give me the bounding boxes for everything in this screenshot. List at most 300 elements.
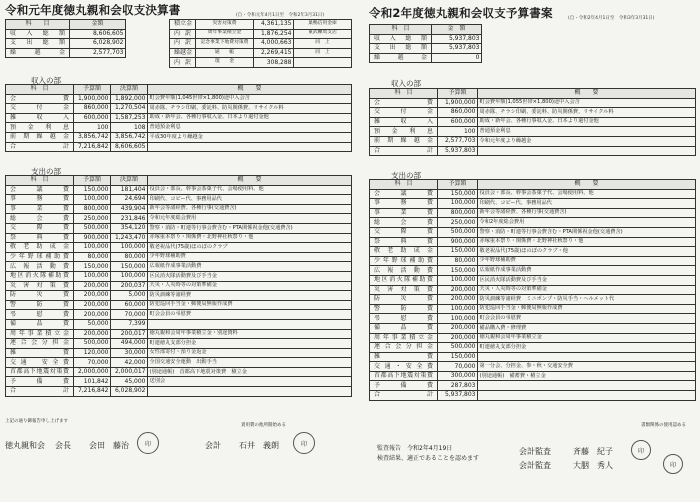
column-header: 科 目 <box>370 25 432 35</box>
column-header: 予算額 <box>438 89 478 99</box>
table-cell: 全国交通安全運動 出動手当 <box>148 358 352 368</box>
table-row <box>6 271 352 281</box>
table-cell: 交際費 <box>370 227 438 237</box>
table-cell: 周赤隊、チラシ印刷、委託料、防災関係費、リサイクル料 <box>478 108 696 118</box>
income-section-label: 収入の部 <box>31 76 61 85</box>
table-cell: 2,577,703 <box>438 136 478 146</box>
left-expense-header-row <box>6 176 352 186</box>
table-row <box>6 310 352 320</box>
table-row <box>370 314 696 324</box>
table-cell: 首都高下地震対策費 <box>370 371 438 381</box>
column-header: 決算額 <box>111 85 148 95</box>
table-cell: 150,000 <box>111 262 148 272</box>
table-cell: 308,288 <box>254 58 294 68</box>
table-cell: 120,000 <box>74 348 111 358</box>
table-cell: 1,876,254 <box>254 29 294 39</box>
table-cell: 令和元年度総会費用 <box>148 214 352 224</box>
table-cell: 備品費 <box>6 319 74 329</box>
table-row <box>370 275 696 285</box>
table-row <box>370 146 696 156</box>
column-header: 決算額 <box>111 176 148 186</box>
table-cell: 150,000 <box>74 185 111 195</box>
table-cell: 3,856,742 <box>74 132 111 142</box>
table-cell: 周年事業積立金 <box>196 29 254 39</box>
table-cell: 広報活動費 <box>6 262 74 272</box>
table-cell: 敬老祝品代(75歳)ほのぼのクラブ・他 <box>478 247 696 257</box>
table-cell: 108 <box>111 123 148 133</box>
table-row <box>6 291 352 301</box>
table-row <box>6 123 352 133</box>
president-name: 会田 藤治 <box>89 441 129 450</box>
table-cell: 100,000 <box>438 304 478 314</box>
table-row <box>370 208 696 218</box>
table-row <box>170 58 352 68</box>
table-row <box>370 136 696 146</box>
table-cell: 預金利息 <box>6 123 74 133</box>
table-cell: 45,000 <box>111 377 148 387</box>
table-cell: 敬老助成金 <box>370 247 438 257</box>
table-cell: 200,000 <box>74 310 111 320</box>
table-cell: 100 <box>74 123 111 133</box>
table-cell: 支出総額 <box>6 39 70 49</box>
table-cell: 備品購入費・修理費 <box>478 323 696 333</box>
table-row <box>370 53 482 63</box>
table-cell: 1,900,000 <box>74 94 111 104</box>
table-cell: 地区消火隊補助費 <box>370 275 438 285</box>
table-row <box>6 262 352 272</box>
table-cell: 合計 <box>370 146 438 156</box>
table-cell: 150,000 <box>438 189 478 199</box>
table-cell <box>294 58 352 68</box>
table-row <box>370 391 696 401</box>
table-cell: 広報紙作成事業活動費 <box>478 266 696 276</box>
column-header: 科 目 <box>6 176 74 186</box>
table-cell: 平成30年度より繰越金 <box>148 132 352 142</box>
table-cell: 防災訓練等諸経費 <box>148 291 352 301</box>
table-cell: 新年会等諸経費、各種行事(交通費含) <box>478 208 696 218</box>
table-cell: 860,000 <box>438 108 478 118</box>
table-cell: 7,216,842 <box>74 387 111 397</box>
table-cell: 2,269,415 <box>254 48 294 58</box>
table-row <box>6 39 126 49</box>
table-cell: 100,000 <box>74 195 111 205</box>
table-cell: 1,243,470 <box>111 233 148 243</box>
table-cell: 令和元年度より繰越金 <box>478 136 696 146</box>
table-cell: 200,017 <box>111 329 148 339</box>
table-cell: 地区消火隊補助費 <box>6 271 74 281</box>
column-header: 科 目 <box>6 20 70 30</box>
table-cell: 100,000 <box>74 271 111 281</box>
budget-title: 令和2年度徳丸親和会収支予算書案 <box>369 6 553 20</box>
audit-report-statement: 検査結果、適正であることを認めます <box>377 455 480 462</box>
table-cell: 防災訓練等諸経費 ミニポンプ・防災手当・ヘルメット代 <box>478 295 696 305</box>
table-cell: 860,000 <box>74 104 111 114</box>
table-cell: 警防費 <box>370 304 438 314</box>
table-cell: 新年会等諸経費、各種行事(交通費含) <box>148 204 352 214</box>
table-cell <box>148 319 352 329</box>
table-cell: 防犯巡回手当金・郵便局無報作成費 <box>148 300 352 310</box>
report-note: 上記の通り御報告申し上げます <box>5 419 68 424</box>
table-row <box>370 362 696 372</box>
table-cell: 100,000 <box>111 271 148 281</box>
table-cell: 200,000 <box>74 329 111 339</box>
table-cell: 収入総額 <box>6 29 70 39</box>
table-cell: (別途通帳) 首都高下地震対策費 積立金 <box>148 367 352 377</box>
table-cell: 少年野球補助費 <box>6 252 74 262</box>
table-cell: 赤塚重本祭り・関係費・北野神社秋祭り・他 <box>148 233 352 243</box>
table-row <box>6 233 352 243</box>
table-cell: 総会費 <box>6 214 74 224</box>
table-cell: 80,000 <box>438 256 478 266</box>
table-cell: 総会費 <box>370 218 438 228</box>
settlement-summary-table <box>5 19 126 58</box>
table-row <box>6 339 352 349</box>
table-cell: 6,028,902 <box>111 387 148 397</box>
table-cell: 200,000 <box>74 300 111 310</box>
table-cell: 7,216,842 <box>74 142 111 152</box>
table-cell: 24,694 <box>111 195 148 205</box>
table-cell: 災害対策費 <box>196 20 254 30</box>
table-cell: 181,404 <box>111 185 148 195</box>
table-cell: 天災・人災時等の対策準備金 <box>148 281 352 291</box>
table-cell: 警察・消防・町連等行事会費含む・PTA関係祝金他(交通費含) <box>148 223 352 233</box>
table-cell: 5,937,803 <box>432 34 482 44</box>
table-cell: 60,000 <box>111 300 148 310</box>
table-cell: 町会費年額(1,045世帯×1,800)途中入会含 <box>148 94 352 104</box>
budget-bank-note: 書類関係の使用認める <box>641 423 686 428</box>
auditor1-name: 斉藤 紀子 <box>573 447 613 456</box>
table-cell: 800,000 <box>438 208 478 218</box>
table-cell: 東武練馬支店 <box>294 29 352 39</box>
table-cell: 警察・消防・町連等行事会費含む・PTA関係祝金他(交通費含) <box>478 227 696 237</box>
table-cell: 200,000 <box>438 285 478 295</box>
table-cell: 少年野球補助費 <box>370 256 438 266</box>
table-cell: 8,606,605 <box>70 29 126 39</box>
table-cell: 赤塚重本祭り・関係費・北野神社秋祭り・他 <box>478 237 696 247</box>
table-cell: 雑収入 <box>370 117 438 127</box>
table-cell: 交通 安全費 <box>6 358 74 368</box>
table-cell: 前期繰越金 <box>6 132 74 142</box>
table-cell: 町連徳丸支部分担金 <box>148 339 352 349</box>
column-header: 予算額 <box>438 180 478 190</box>
table-cell: 900,000 <box>438 237 478 247</box>
table-cell: 900,000 <box>74 233 111 243</box>
table-cell: 助成・新年会、各種行事収入金、日本より還付金他 <box>478 117 696 127</box>
table-cell: 第一分会、分担金、参・秋・交通安全費 <box>478 362 696 372</box>
table-cell: 祭典費 <box>370 237 438 247</box>
table-cell: 役員会・部長、幹事会茶菓子代、会場使用料、他 <box>478 189 696 199</box>
table-cell: 防犯巡回手当金・郵便局無報作成費 <box>478 304 696 314</box>
table-cell: 雑費 <box>6 348 74 358</box>
table-row <box>170 48 352 58</box>
table-cell: 普通預金利息 <box>148 123 352 133</box>
auditor1-title: 会計監査 <box>519 447 551 456</box>
table-row <box>6 204 352 214</box>
table-cell: 70,000 <box>111 310 148 320</box>
table-cell: 600,000 <box>438 117 478 127</box>
table-row <box>370 34 482 44</box>
table-row <box>370 237 696 247</box>
table-cell: 災害対策費 <box>370 285 438 295</box>
table-cell: 周赤隊、チラシ印刷、委託料、防災関係費、リサイクル料 <box>148 104 352 114</box>
settlement-period: (自・令和元年4月1日至 令和2年3月31日) <box>236 13 325 18</box>
table-cell: 弔慰費 <box>6 310 74 320</box>
table-cell: 800,000 <box>74 204 111 214</box>
table-row <box>370 323 696 333</box>
table-cell: 積立金 <box>170 20 196 30</box>
table-cell: 区民消火隊活動費及び手当金 <box>478 275 696 285</box>
table-row <box>370 304 696 314</box>
table-cell: (別途通帳) 備蓄費・積立金 <box>478 371 696 381</box>
table-row <box>370 218 696 228</box>
table-row <box>6 94 352 104</box>
table-cell: 250,000 <box>438 218 478 228</box>
table-cell: 5,000 <box>111 291 148 301</box>
table-row <box>170 39 352 49</box>
auditor2-seal-icon: 印 <box>663 454 683 474</box>
table-cell: 150,000 <box>438 247 478 257</box>
table-row <box>370 108 696 118</box>
table-cell: 令和2年度総会費用 <box>478 218 696 228</box>
table-cell: 287,803 <box>438 381 478 391</box>
table-cell: 通 帳 <box>196 48 254 58</box>
table-cell: 70,000 <box>74 358 111 368</box>
right-summary-header-row <box>370 25 482 35</box>
table-cell: 会議費 <box>6 185 74 195</box>
column-header: 予算額 <box>74 176 111 186</box>
table-cell: 1,892,000 <box>111 94 148 104</box>
column-header: 金額 <box>70 20 126 30</box>
table-row <box>370 189 696 199</box>
table-row <box>6 367 352 377</box>
table-cell: 200,000 <box>438 333 478 343</box>
table-cell: 4,361,135 <box>254 20 294 30</box>
table-cell <box>478 352 696 362</box>
table-cell: 200,000 <box>438 295 478 305</box>
table-cell: 繰越金 <box>6 48 70 58</box>
table-cell: 収入総額 <box>370 34 432 44</box>
table-row <box>6 377 352 387</box>
table-cell: 役員会・部長、幹事会茶菓子代、会場使用料、他 <box>148 185 352 195</box>
table-row <box>6 104 352 114</box>
table-cell: 周年事業積立金 <box>6 329 74 339</box>
table-cell: 同 上 <box>294 39 352 49</box>
table-row <box>6 281 352 291</box>
budget-proposal <box>363 2 698 500</box>
table-cell: 預金利息 <box>370 127 438 137</box>
table-cell: 30,000 <box>111 348 148 358</box>
auditor2-title: 会計監査 <box>519 461 551 470</box>
table-cell: 250,000 <box>74 214 111 224</box>
table-cell: 4,000,663 <box>254 39 294 49</box>
table-cell: 231,846 <box>111 214 148 224</box>
table-cell: 500,000 <box>74 223 111 233</box>
table-cell: 200,000 <box>74 291 111 301</box>
table-cell: 予備費 <box>370 381 438 391</box>
table-cell: 合計 <box>6 142 74 152</box>
table-cell: 内訳 <box>170 29 196 39</box>
table-cell: 備品費 <box>370 323 438 333</box>
table-cell: 1,900,000 <box>438 98 478 108</box>
table-cell: 交通・安全費 <box>370 362 438 372</box>
table-row <box>370 98 696 108</box>
savings-breakdown-table <box>169 19 352 68</box>
table-cell: 少年野球補助費 <box>478 256 696 266</box>
table-cell: 現 金 <box>196 58 254 68</box>
table-cell: 防災費 <box>6 291 74 301</box>
table-cell: 7,399 <box>111 319 148 329</box>
table-cell: 100,000 <box>438 199 478 209</box>
table-cell: 徳丸親和会周年事業積立金・別途資料 <box>148 329 352 339</box>
table-cell: 100,000 <box>111 243 148 253</box>
table-cell: 80,000 <box>74 252 111 262</box>
table-cell: 3,856,742 <box>111 132 148 142</box>
table-cell: 記念事業下地費対策費 <box>196 39 254 49</box>
column-header: 科 目 <box>370 89 438 99</box>
table-row <box>370 266 696 276</box>
table-row <box>6 358 352 368</box>
table-cell: 事務費 <box>370 199 438 209</box>
table-row <box>6 223 352 233</box>
association-name: 徳丸親和会 <box>5 441 45 450</box>
table-row <box>6 48 126 58</box>
table-row <box>6 142 352 152</box>
table-cell: 天災・人災時等の対策準備金 <box>478 285 696 295</box>
table-row <box>370 371 696 381</box>
table-cell: 祭典費 <box>6 233 74 243</box>
table-row <box>6 132 352 142</box>
table-cell: 354,120 <box>111 223 148 233</box>
table-row <box>6 319 352 329</box>
table-cell: 5,937,803 <box>432 44 482 54</box>
table-cell: 女性部寄付・預り金返金 <box>148 348 352 358</box>
table-cell: 600,000 <box>74 113 111 123</box>
column-header: 科 目 <box>370 180 438 190</box>
table-cell: 雑収入 <box>6 113 74 123</box>
table-cell: 42,000 <box>111 358 148 368</box>
column-header: 科 目 <box>6 85 74 95</box>
table-cell: 50,000 <box>74 319 111 329</box>
table-cell: 防災費 <box>370 295 438 305</box>
budget-income-table <box>369 88 696 156</box>
table-row <box>370 117 696 127</box>
table-cell: 広報活動費 <box>370 266 438 276</box>
column-header: 概 要 <box>478 89 696 99</box>
settlement-bank-note: 貴用費の他所開始める <box>241 423 286 428</box>
table-cell <box>478 381 696 391</box>
table-row <box>370 256 696 266</box>
table-cell: 同 上 <box>294 48 352 58</box>
president-title: 会長 <box>55 441 71 450</box>
table-cell: 500,000 <box>438 227 478 237</box>
table-cell: 6,028,902 <box>70 39 126 49</box>
table-cell: 5,937,803 <box>438 146 478 156</box>
table-cell: 100,000 <box>438 314 478 324</box>
column-header: 予算額 <box>74 85 111 95</box>
table-row <box>170 20 352 30</box>
table-cell: 0 <box>432 53 482 63</box>
table-cell: 敬老助成金 <box>6 243 74 253</box>
table-cell: 事業費 <box>6 204 74 214</box>
table-cell: 70,000 <box>438 362 478 372</box>
audit-report-date: 監査報告 令和2年4月19日 <box>377 445 453 452</box>
table-cell: 150,000 <box>438 266 478 276</box>
table-row <box>6 329 352 339</box>
table-cell: 助成・新年会、各種行事収入金、日本より還付金他 <box>148 113 352 123</box>
table-row <box>370 227 696 237</box>
table-cell <box>478 146 696 156</box>
table-cell: 町会会員の弔慰費 <box>478 314 696 324</box>
table-cell: 100,000 <box>438 275 478 285</box>
table-cell: 2,000,000 <box>74 367 111 377</box>
table-cell: 500,000 <box>438 343 478 353</box>
table-cell: 区民消火隊活動費及び手当金 <box>148 271 352 281</box>
table-cell: 439,904 <box>111 204 148 214</box>
table-row <box>370 199 696 209</box>
table-cell: 普通預金利息 <box>478 127 696 137</box>
settlement-expense-table <box>5 175 352 397</box>
table-cell: 交付金 <box>370 108 438 118</box>
table-row <box>6 195 352 205</box>
table-cell: 印刷代、コピー代、事務用品代 <box>478 199 696 209</box>
table-cell: 内訳 <box>170 58 196 68</box>
table-row <box>6 387 352 397</box>
table-cell: 100 <box>438 127 478 137</box>
table-cell: 首都高下地震対策費 <box>6 367 74 377</box>
table-cell: 周年事業積立金 <box>370 333 438 343</box>
treasurer-title: 会計 <box>205 441 221 450</box>
table-row <box>6 252 352 262</box>
table-cell: 5,937,803 <box>438 391 478 401</box>
budget-expense-section-label: 支出の部 <box>391 171 421 180</box>
column-header: 概 要 <box>148 176 352 186</box>
left-income-header-row <box>6 85 352 95</box>
table-cell: 事務費 <box>6 195 74 205</box>
table-cell: 交付金 <box>6 104 74 114</box>
column-header: 金 額 <box>432 25 482 35</box>
auditor2-name: 大胭 秀人 <box>573 461 613 470</box>
table-cell: 8,606,605 <box>111 142 148 152</box>
table-row <box>370 343 696 353</box>
table-cell: 200,000 <box>438 323 478 333</box>
table-cell: 繰越金 <box>170 48 196 58</box>
table-row <box>6 243 352 253</box>
table-cell: 繰越金 <box>370 53 432 63</box>
table-cell: 101,842 <box>74 377 111 387</box>
table-cell: 広報紙作成事業活動費 <box>148 262 352 272</box>
table-cell: 合 計 <box>370 391 438 401</box>
president-seal-icon: 印 <box>137 432 159 454</box>
table-cell: 会費 <box>370 98 438 108</box>
table-row <box>370 247 696 257</box>
table-row <box>370 295 696 305</box>
table-row <box>370 127 696 137</box>
table-cell <box>478 391 696 401</box>
table-cell: 町会会員の弔慰費 <box>148 310 352 320</box>
table-cell: 災害対策費 <box>6 281 74 291</box>
right-income-header-row <box>370 89 696 99</box>
table-row <box>6 348 352 358</box>
table-cell: 町会費年額(1,055世帯×1,800)途中入会含 <box>478 98 696 108</box>
table-row <box>6 214 352 224</box>
column-header: 概 要 <box>148 85 352 95</box>
table-cell: 支出総額 <box>370 44 432 54</box>
table-cell: 雑費 <box>370 352 438 362</box>
table-cell: 警防費 <box>6 300 74 310</box>
table-cell: 少年野球補助費 <box>148 252 352 262</box>
expense-section-label: 支出の部 <box>31 167 61 176</box>
table-cell: 敬老祝品代(75歳)ほのぼのクラブ <box>148 243 352 253</box>
